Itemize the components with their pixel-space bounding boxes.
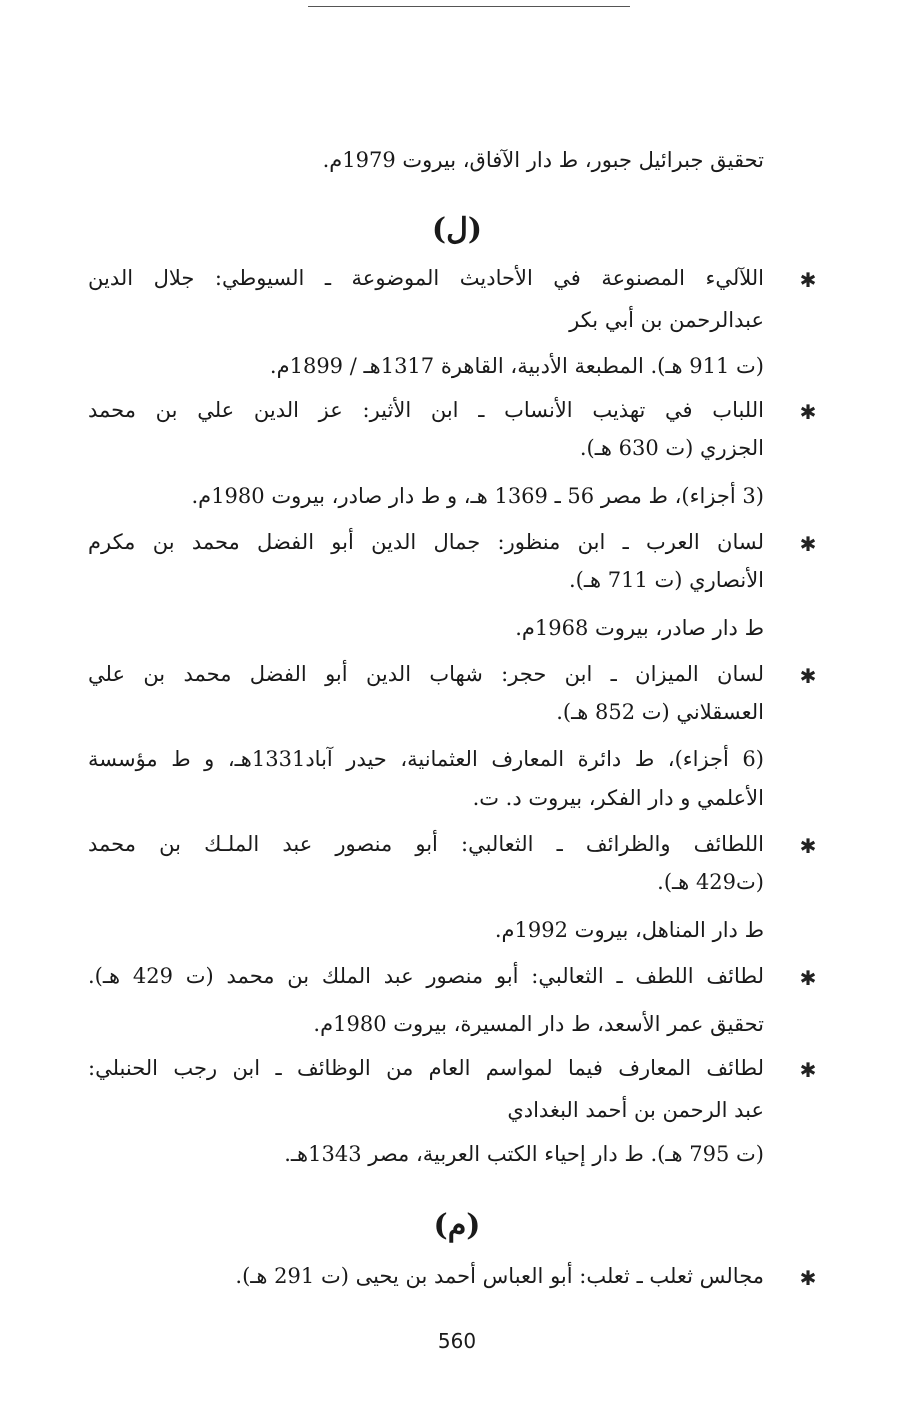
entry-line: مجالس ثعلب ـ ثعلب: أبو العباس أحمد بن يحيى (ت 291 هـ).: [235, 1264, 764, 1288]
entry-line: الجزري (ت 630 هـ).: [579, 436, 764, 460]
entry-line: الأعلمي و دار الفكر، بيروت د. ت.: [472, 786, 764, 810]
bullet-asterisk-icon: ✱: [799, 664, 817, 688]
entry-line: لسان الميزان ـ ابن حجر: شهاب الدين أبو الفضل محمد بن علي: [88, 662, 764, 686]
entry-line: (6 أجزاء)، ط دائرة المعارف العثمانية، حيدر آباد1331هـ، و ط مؤسسة: [88, 747, 764, 771]
section-heading-mim: (م): [433, 1208, 481, 1243]
entry-line: اللطائف والظرائف ـ الثعالبي: أبو منصور عبد الملـك بن محمد: [88, 832, 764, 856]
entry-line: الأنصاري (ت 711 هـ).: [568, 568, 764, 592]
continuation-line: تحقيق جبرائيل جبور، ط دار الآفاق، بيروت 1979م.: [322, 148, 764, 172]
entry-line: العسقلاني (ت 852 هـ).: [556, 700, 764, 724]
bullet-asterisk-icon: ✱: [799, 532, 817, 556]
entry-line: عبدالرحمن بن أبي بكر: [569, 308, 764, 332]
entry-line: اللآليء المصنوعة في الأحاديث الموضوعة ـ السيوطي: جلال الدين: [88, 266, 764, 290]
entry-line: لطائف المعارف فيما لمواسم العام من الوظائف ـ ابن رجب الحنبلي:: [88, 1056, 764, 1080]
entry-line: (ت 795 هـ). ط دار إحياء الكتب العربية، مصر 1343هـ.: [284, 1142, 764, 1166]
entry-line: لسان العرب ـ ابن منظور: جمال الدين أبو الفضل محمد بن مكرم: [88, 530, 764, 554]
page-number: 560: [437, 1329, 477, 1353]
bullet-asterisk-icon: ✱: [799, 400, 817, 424]
entry-line: لطائف اللطف ـ الثعالبي: أبو منصور عبد الملك بن محمد (ت 429 هـ).: [88, 964, 764, 988]
section-heading-lam: (ل): [431, 212, 483, 247]
entry-line: (ت429 هـ).: [657, 870, 764, 894]
bullet-asterisk-icon: ✱: [799, 834, 817, 858]
entry-line: تحقيق عمر الأسعد، ط دار المسيرة، بيروت 1980م.: [313, 1012, 764, 1036]
bullet-asterisk-icon: ✱: [799, 966, 817, 990]
bullet-asterisk-icon: ✱: [799, 268, 817, 292]
bullet-asterisk-icon: ✱: [799, 1058, 817, 1082]
entry-line: (3 أجزاء)، ط مصر 56 ـ 1369 هـ، و ط دار صادر، بيروت 1980م.: [191, 484, 764, 508]
entry-line: ط دار المناهل، بيروت 1992م.: [494, 918, 764, 942]
bullet-asterisk-icon: ✱: [799, 1266, 817, 1290]
entry-line: ط دار صادر، بيروت 1968م.: [515, 616, 764, 640]
entry-line: اللباب في تهذيب الأنساب ـ ابن الأثير: عز الدين علي بن محمد: [88, 398, 764, 422]
entry-line: (ت 911 هـ). المطبعة الأدبية، القاهرة 1317هـ / 1899م.: [269, 354, 764, 378]
entry-line: عبد الرحمن بن أحمد البغدادي: [507, 1098, 764, 1122]
